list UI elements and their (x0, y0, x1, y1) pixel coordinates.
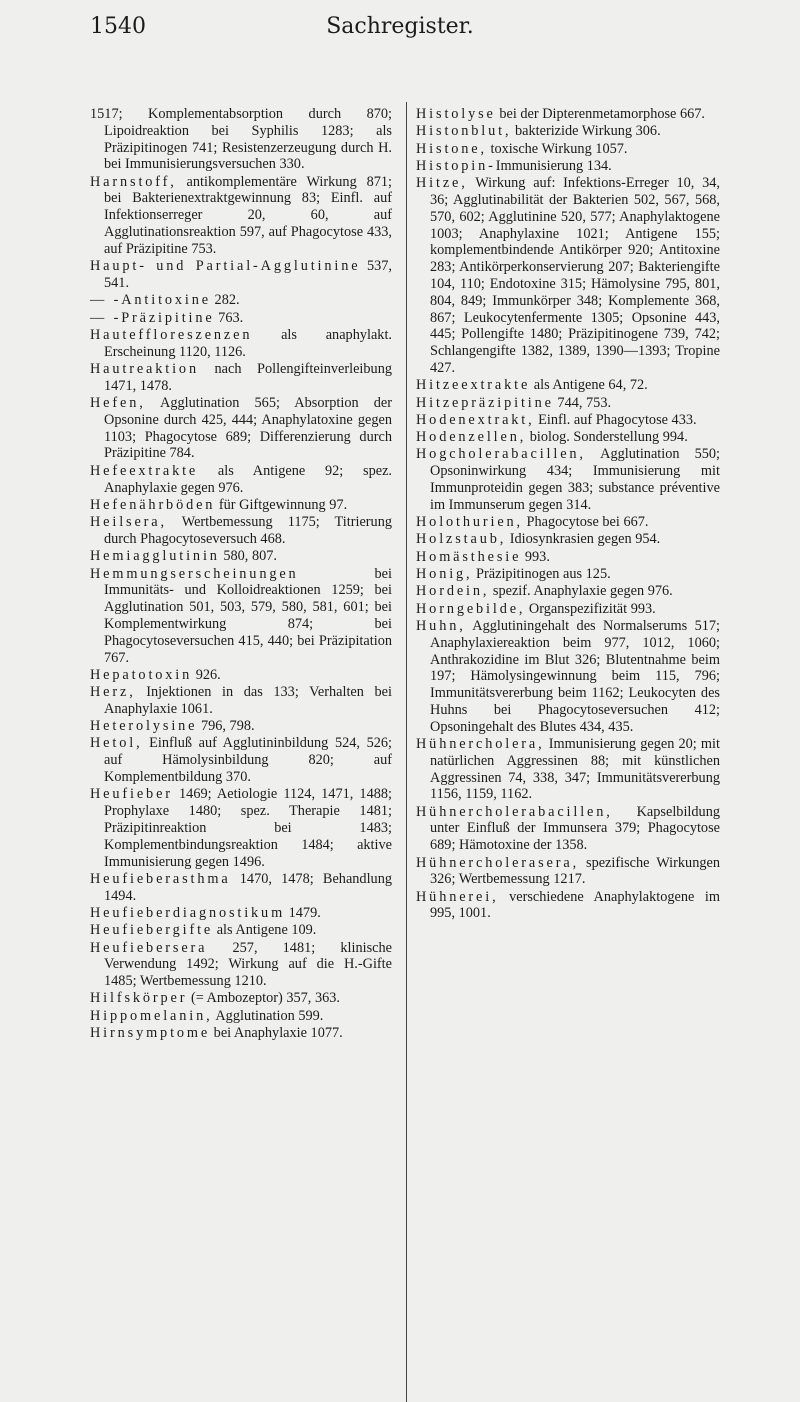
entry-headword: Hilfskörper (90, 990, 188, 1007)
index-entry (416, 889, 720, 923)
index-entry (416, 446, 720, 513)
entry-text: 580, 807. (219, 548, 277, 565)
index-entry (90, 395, 392, 462)
index-entry (90, 990, 392, 1007)
entry-text: 796, 798. (197, 718, 255, 735)
index-entry (90, 735, 392, 785)
entry-text: 1470, 1478; Behandlung 1494. (104, 870, 392, 904)
index-entry (90, 548, 392, 565)
entry-text: Präzipitinogen aus 125. (472, 566, 611, 583)
entry-headword: Heterolysine (90, 718, 198, 735)
entry-text: Agglutination 550; Opsoninwirkung 434; Immunisierung mit Immunproteidin gegen 383; substance préventive im Immunserum gegen 314. (430, 446, 720, 513)
index-entry (416, 158, 720, 175)
entry-text: bei Anaphylaxie 1077. (210, 1025, 343, 1042)
index-entry (90, 905, 392, 922)
entry-headword: Holothurien, (416, 514, 523, 531)
entry-text: Idiosynkrasien gegen 954. (506, 531, 661, 548)
entry-headword: Hitzepräzipitine (416, 394, 554, 411)
index-entry (416, 736, 720, 803)
entry-text: für Giftgewinnung 97. (215, 496, 348, 513)
index-entry (416, 395, 720, 412)
entry-text: 1469; Aetiologie 1124, 1471, 1488; Prophylaxe 1480; spez. Therapie 1481; Präzipitinreaktion bei 1483; Komplementbindungsreaktion 1484; aktive Immunisierung gegen 1496. (104, 786, 392, 870)
entry-headword: — -Antitoxine (90, 292, 211, 309)
index-entry (416, 618, 720, 736)
index-entry (416, 531, 720, 548)
entry-headword: Hordein, (416, 583, 490, 600)
entry-text: 763. (214, 309, 244, 326)
entry-text: als Antigene 92; spez. Anaphylaxie gegen 976. (104, 462, 392, 496)
entry-headword: Homästhesie (416, 548, 522, 565)
index-entry (90, 310, 392, 327)
index-entry (416, 412, 720, 429)
index-entry (416, 804, 720, 854)
entry-headword: Hepatotoxin (90, 666, 193, 683)
index-entry (90, 922, 392, 939)
index-entry (90, 940, 392, 990)
column-divider (406, 102, 407, 1402)
entry-text: als anaphylakt. Erscheinung 1120, 1126. (104, 326, 392, 360)
entry-headword: Hogcholerabacillen, (416, 446, 586, 463)
entry-text: Organspezifizität 993. (525, 600, 656, 617)
index-entry (90, 514, 392, 548)
entry-text: Agglutiningehalt des Normalserums 517; Anaphylaxiereaktion beim 977, 1012, 1060; Anthrakozidine im Blut 326; Blutentnahme beim 197; Hämolysingewinnung beim 115, 796; Immunitätsvererbung beim 1162; Leukocyten des Huhns bei Phagocytoseversuchen 412; Opsoningehalt des Blutes 434, 435. (430, 617, 720, 735)
entry-text: 993. (521, 548, 550, 565)
entry-headword: Histone, (416, 140, 487, 157)
index-entry (416, 855, 720, 889)
entry-text: 926. (192, 666, 221, 683)
entry-text: nach Pollengifteinverleibung 1471, 1478. (104, 360, 392, 394)
index-entry (90, 871, 392, 905)
index-entry (416, 601, 720, 618)
entry-headword: Hippomelanin, (90, 1007, 213, 1024)
index-entry (416, 514, 720, 531)
index-entry (416, 175, 720, 377)
entry-headword: Huhn, (416, 617, 466, 634)
entry-text: 537, 541. (104, 258, 393, 291)
entry-headword: Hefeextrakte (90, 462, 199, 479)
entry-headword: Heufiebergifte (90, 922, 214, 939)
entry-text: bei der Dipterenmetamorphose 667. (495, 106, 705, 122)
entry-headword: Hodenzellen, (416, 429, 527, 446)
entry-headword: Hitze, (416, 175, 468, 192)
entry-text: Kapselbildung unter Einfluß der Immunsera 379; Phagocytose 689; Hämotoxine der 1358. (430, 803, 720, 854)
entry-headword: Hitzeextrakte (416, 377, 531, 394)
index-entry (416, 566, 720, 583)
index-entry (90, 786, 392, 870)
running-title: Sachregister. (326, 14, 474, 39)
index-entry (416, 549, 720, 566)
index-entry (90, 292, 392, 309)
entry-text: als Antigene 109. (213, 922, 317, 939)
entry-headword: Herz, (90, 684, 136, 701)
index-entry (90, 1008, 392, 1025)
entry-text: Injektionen in das 133; Verhalten bei Anaphylaxie 1061. (104, 684, 392, 717)
entry-headword: Hetol, (90, 735, 143, 752)
index-entry (416, 377, 720, 394)
entry-headword: Honig, (416, 566, 473, 583)
entry-headword: Holzstaub, (416, 531, 507, 548)
entry-headword: Heufiebersera (90, 939, 208, 956)
entry-text: als Antigene 64, 72. (530, 377, 648, 394)
entry-text: verschiedene Anaphylaktogene im 995, 1001. (430, 888, 720, 922)
entry-headword: Hefen, (90, 395, 146, 412)
entry-headword: Hühnercholerabacillen, (416, 803, 613, 820)
entry-text: Immunisierung gegen 20; mit natürlichen Aggressinen 88; mit künstlichen Aggressinen 74, 338, 347; Immunitätsvererbung 1156, 1159, 1162. (430, 735, 720, 803)
entry-headword: Heufieber (90, 786, 173, 803)
entry-text: Agglutination 565; Absorption der Opsonine durch 425, 444; Anaphylatoxine gegen 1103; Phagocytose 689; Differenzierung durch Präzipitine 784. (104, 395, 392, 462)
entry-text: (= Ambozeptor) 357, 363. (187, 990, 340, 1007)
entry-text: bakterizide Wirkung 306. (511, 123, 661, 140)
entry-text: bei Immunitäts- und Kolloidreaktionen 1259; bei Agglutination 501, 503, 579, 580, 581, 601; bei Komplementwirkung 874; bei Phagocytoseversuchen 415, 440; bei Präzipitation 767. (104, 565, 392, 666)
index-entry (90, 566, 392, 667)
entry-headword: Hefenährböden (90, 496, 216, 513)
entry-headword: Hühnerei, (416, 888, 499, 905)
entry-headword: Hühnercholera, (416, 735, 545, 752)
page-number: 1540 (90, 14, 146, 39)
index-entry (90, 361, 392, 395)
entry-headword: — -Präzipitine (90, 309, 215, 326)
entry-text: Einfluß auf Agglutininbildung 524, 526; auf Hämolysinbildung 820; auf Komplementbildung 370. (104, 735, 392, 786)
entry-headword: Haupt- und Partial-Agglutinine (90, 258, 361, 275)
index-entry (416, 429, 720, 446)
index-entry (90, 684, 392, 718)
entry-text: 282. (210, 292, 240, 309)
index-entry (90, 497, 392, 514)
entry-text: Wertbemessung 1175; Titrierung durch Phagocytoseversuch 468. (104, 514, 392, 547)
entry-text: 257, 1481; klinische Verwendung 1492; Wirkung auf die H.-Gifte 1485; Wertbemessung 1210. (104, 939, 392, 990)
entry-headword: Histolyse (416, 106, 496, 122)
entry-text: biolog. Sonderstellung 994. (526, 429, 688, 446)
index-entry (416, 141, 720, 158)
entry-headword: Hemiagglutinin (90, 548, 220, 565)
index-entry (90, 106, 392, 173)
entry-headword: Heufieberdiagnostikum (90, 904, 286, 921)
entry-text: Wirkung auf: Infektions-Erreger 10, 34, 36; Agglutinabilität der Bakterien 502, 567, 568, 570, 602; Agglutinine 520, 577; Anaphylaktogene 1003; Anaphylaxine 1021; Antigene 155; komplementbindende Antikörper 920; Antitoxine 283; Antikörperkonservierung 207; Bakteriengifte 104, 110; Endotoxine 315; Hämolysine 795, 801, 804, 849; Immunkörper 348; Komplemente 368, 867; Leukocytenfermente 1305; Opsonine 443, 445; Pollengifte 1480; Präzipitinogene 739, 742; Schlangengifte 1382, 1389, 1390—1393; Tropine 427. (430, 175, 720, 376)
index-entry (90, 258, 392, 292)
entry-headword: Histonblut, (416, 123, 512, 140)
entry-text: spezifische Wirkungen 326; Wertbemessung 1217. (430, 854, 720, 888)
entry-headword: Hauteffloreszenzen (90, 326, 253, 343)
index-entry (90, 667, 392, 684)
entry-headword: Heufieberasthma (90, 870, 231, 887)
index-entry (416, 106, 720, 123)
entry-headword: Hautreaktion (90, 360, 199, 377)
entry-headword: Hemmungserscheinungen (90, 565, 299, 582)
index-entry (90, 174, 392, 258)
entry-text: Agglutination 599. (212, 1007, 324, 1024)
entry-text: antikomplementäre Wirkung 871; bei Bakterienextraktgewinnung 83; Einfl. auf Infektionserreger 20, 60, auf Agglutinationsreaktion 597, auf Phagocytose 433, auf Präzipitine 753. (104, 173, 392, 257)
entry-text: Einfl. auf Phagocytose 433. (534, 411, 697, 428)
entry-headword: Heilsera, (90, 514, 167, 531)
left-column (90, 106, 392, 1042)
index-entry (90, 718, 392, 735)
right-column (416, 106, 720, 923)
index-entry (90, 327, 392, 361)
entry-headword: Hodenextrakt, (416, 411, 535, 428)
index-entry (90, 463, 392, 497)
index-entry (416, 583, 720, 600)
entry-text: 1479. (285, 904, 321, 921)
entry-text: Phagocytose bei 667. (522, 514, 649, 531)
entry-text: 744, 753. (553, 394, 612, 411)
entry-text: spezif. Anaphylaxie gegen 976. (489, 583, 673, 600)
entry-text: Immunisierung 134. (495, 157, 612, 174)
entry-headword: Hühnercholerasera, (416, 854, 580, 871)
entry-headword: Horngebilde, (416, 600, 526, 617)
page-header (0, 0, 800, 60)
index-entry (416, 123, 720, 140)
entry-text: 1517; Komplementabsorption durch 870; Lipoidreaktion bei Syphilis 1283; als Präzipitinogen 741; Resistenzerzeugung durch H. bei Immunisierungsversuchen 330. (90, 106, 392, 173)
entry-headword: Histopin- (416, 157, 496, 174)
entry-headword: Hirnsymptome (90, 1025, 211, 1042)
entry-headword: Harnstoff, (90, 173, 177, 190)
entry-text: toxische Wirkung 1057. (486, 140, 628, 157)
index-entry (90, 1025, 392, 1042)
